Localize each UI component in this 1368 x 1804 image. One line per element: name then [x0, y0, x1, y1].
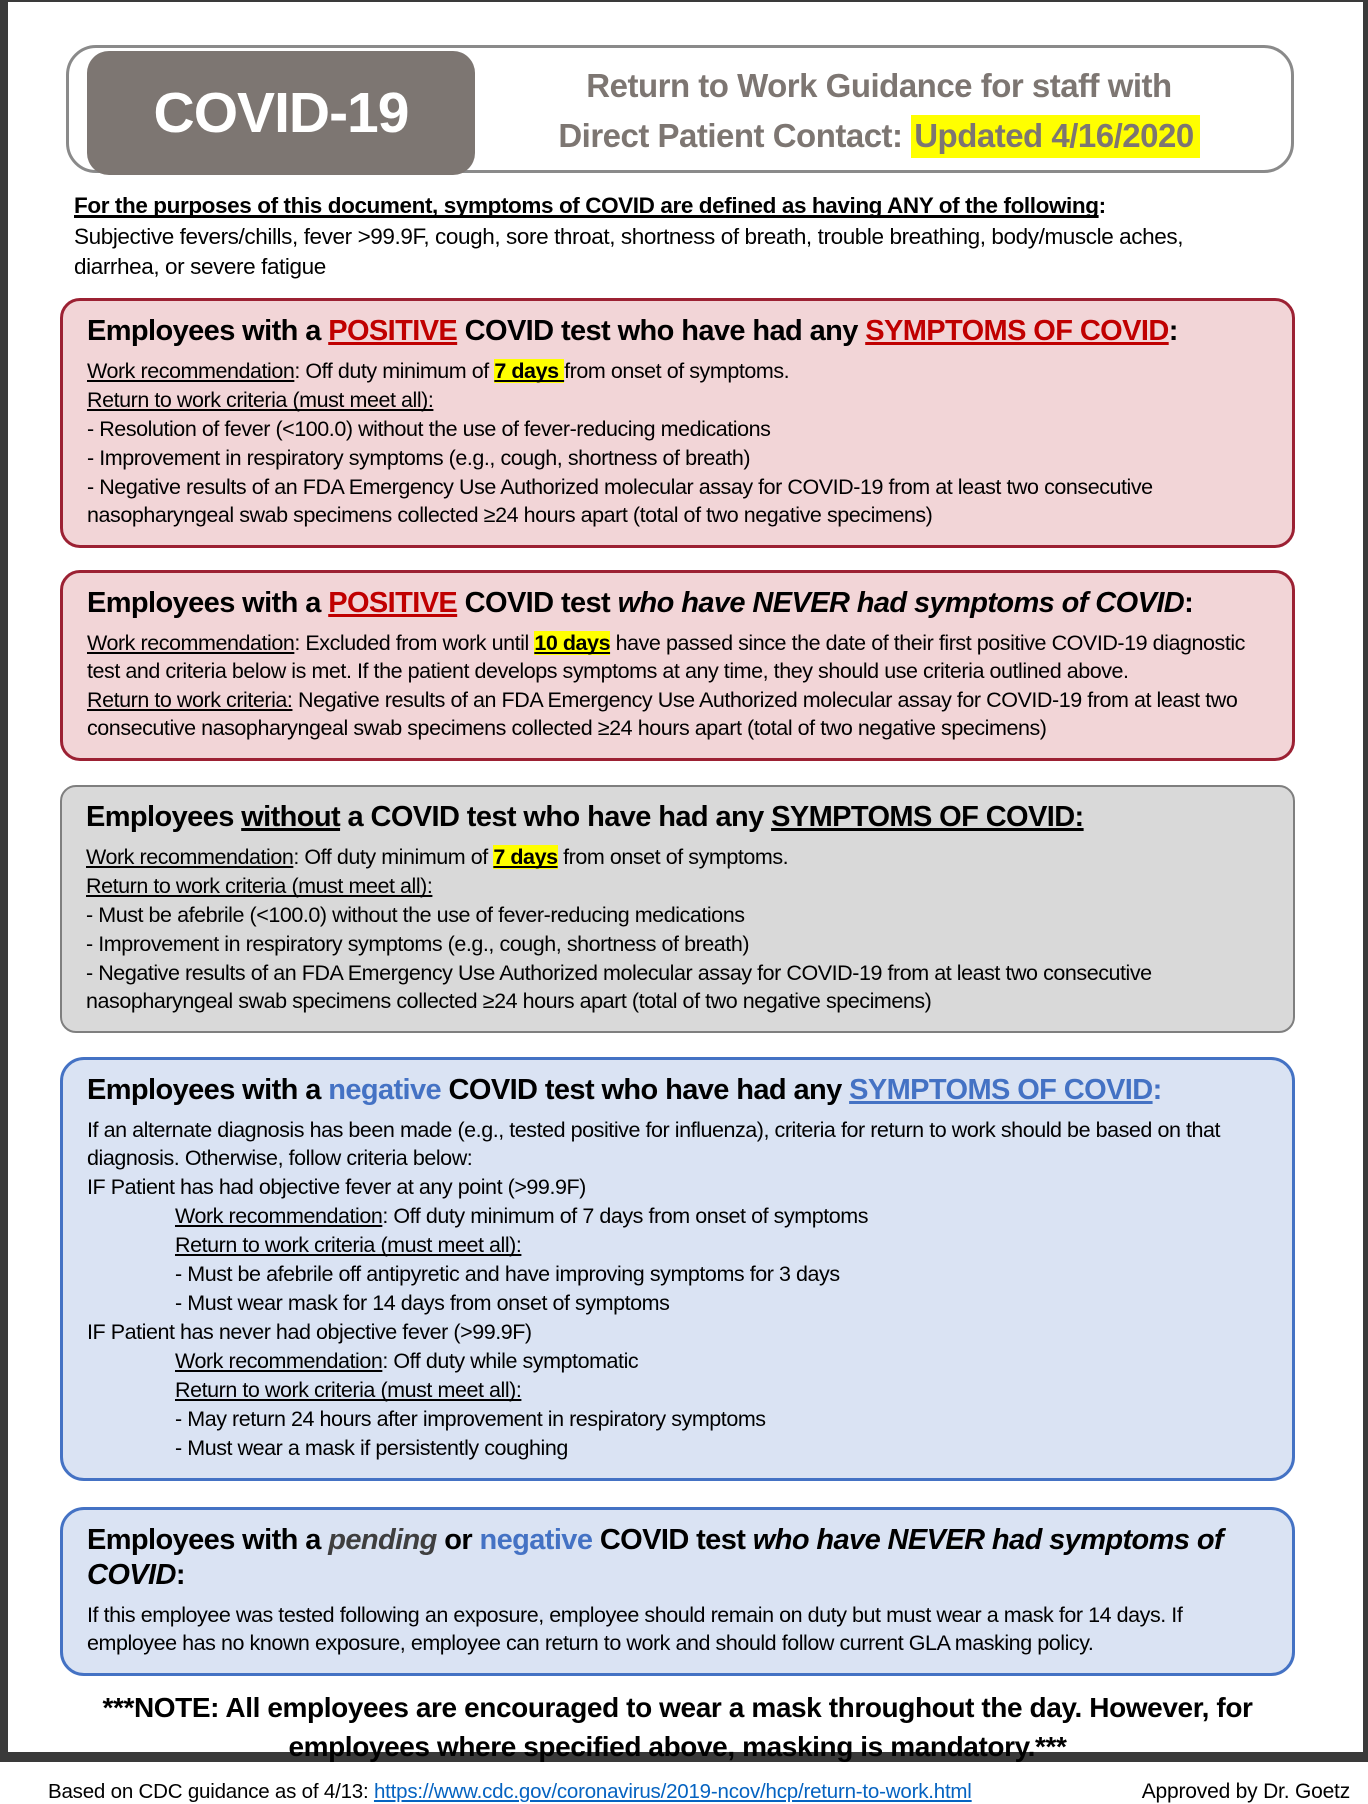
covid-badge-label: COVID-19: [153, 81, 409, 145]
updated-date-highlight: Updated 4/16/2020: [911, 115, 1199, 158]
heading-text: a COVID test who have had any: [340, 800, 772, 833]
work-recommendation-label: Work recommendation: [175, 1348, 383, 1373]
criteria-line: [87, 687, 1270, 743]
covid-badge: [87, 51, 475, 175]
work-recommendation-label: Work recommendation: [86, 845, 294, 870]
work-recommendation-text: from onset of symptoms.: [564, 359, 790, 384]
title-line-2-prefix: Direct Patient Contact:: [558, 117, 912, 154]
keyword-negative: negative: [479, 1523, 593, 1556]
approved-by-text: Approved by Dr. Goetz: [1141, 1780, 1350, 1804]
keyword-without: without: [241, 800, 341, 833]
duration-highlight: 7 days: [493, 845, 558, 870]
section-heading: [86, 800, 1271, 835]
heading-text: Employees with a: [87, 586, 329, 619]
work-recommendation-line: [175, 1348, 1270, 1376]
criteria-bullet: - Must be afebrile (<100.0) without the use of fever-reducing medications: [86, 903, 745, 928]
criteria-label: Return to work criteria:: [87, 688, 293, 713]
criteria-heading-line: [86, 873, 1271, 901]
work-recommendation-text: : Excluded from work until: [294, 631, 535, 656]
criteria-bullet: - May return 24 hours after improvement in respiratory symptoms: [175, 1406, 766, 1431]
heading-text: COVID test: [592, 1523, 753, 1556]
heading-text: or: [436, 1523, 480, 1556]
definition-body: Subjective fevers/chills, fever >99.9F, cough, sore throat, shortness of breath, trouble breathing, body/muscle aches, diarrhea, or severe fatigue: [74, 223, 1184, 279]
heading-text: Employees with a: [87, 1073, 329, 1106]
keyword-positive: POSITIVE: [328, 314, 458, 347]
work-recommendation-text: from onset of symptoms.: [557, 845, 789, 870]
section-body-text: If this employee was tested following an exposure, employee should remain on duty but must wear a mask for 14 days. If employee has no known exposure, employee can return to work and should follow current GLA masking policy.: [87, 1603, 1183, 1656]
criteria-bullet: - Must wear a mask if persistently coughing: [175, 1435, 568, 1460]
keyword-pending: pending: [328, 1523, 437, 1556]
duration-highlight: 10 days: [534, 631, 611, 656]
heading-colon: :: [1168, 314, 1178, 347]
section-positive-never-symptoms: [60, 570, 1295, 761]
work-recommendation-line: [87, 630, 1270, 686]
if-fever-case-label: IF Patient has had objective fever at any point (>99.9F): [87, 1175, 586, 1200]
criteria-bullet: - Negative results of an FDA Emergency Use Authorized molecular assay for COVID-19 from at least two consecutive nasopharyngeal swab specimens collected ≥24 hours apart (total of two negative specimens): [87, 474, 1153, 527]
heading-text: COVID test: [457, 586, 618, 619]
heading-text: Employees with a: [87, 314, 329, 347]
section-heading: [87, 586, 1270, 621]
work-recommendation-text: : Off duty minimum of 7 days from onset of symptoms: [382, 1204, 869, 1229]
definition-lead-colon: :: [1098, 193, 1106, 218]
heading-colon: :: [175, 1558, 185, 1591]
criteria-heading-line: [87, 387, 1270, 415]
section-heading: [87, 314, 1270, 349]
heading-text: Employees with a: [87, 1523, 329, 1556]
section-heading: [87, 1523, 1270, 1594]
keyword-symptoms-of-covid: SYMPTOMS OF COVID:: [771, 800, 1084, 833]
work-recommendation-text: have passed since the date of their first positive COVID-19 diagnostic test and criteria below is met. If the patient develops symptoms at any time, they should use criteria outlined above.: [87, 631, 1245, 684]
section-heading: [87, 1073, 1270, 1108]
footer: [48, 1780, 1350, 1804]
alternate-diagnosis-text: If an alternate diagnosis has been made (e.g., tested positive for influenza), criteria for return to work should be based on that diagnosis. Otherwise, follow criteria below:: [87, 1118, 1221, 1171]
keyword-symptoms-of-covid: SYMPTOMS OF COVID: [865, 314, 1169, 347]
criteria-bullet: - Must be afebrile off antipyretic and have improving symptoms for 3 days: [175, 1261, 840, 1286]
criteria-bullet: - Resolution of fever (<100.0) without the use of fever-reducing medications: [87, 417, 771, 442]
keyword-negative: negative: [328, 1073, 442, 1106]
keyword-symptoms-of-covid: SYMPTOMS OF COVID: [849, 1073, 1153, 1106]
criteria-heading-line: [175, 1232, 1270, 1260]
duration-highlight: 7 days: [494, 359, 565, 384]
content-column: [48, 45, 1350, 1804]
title-line-2: [479, 111, 1279, 161]
header-card: [66, 45, 1294, 173]
cdc-guidance-link[interactable]: https://www.cdc.gov/coronavirus/2019-ncov/hcp/return-to-work.html: [373, 1780, 972, 1804]
heading-colon: :: [1152, 1073, 1162, 1106]
work-recommendation-label: Work recommendation: [175, 1204, 383, 1229]
work-recommendation-line: [87, 358, 1270, 386]
cdc-guidance-line: [48, 1780, 972, 1804]
symptom-definition: [74, 191, 1224, 282]
work-recommendation-text: : Off duty minimum of: [294, 359, 495, 384]
heading-italic-text: who have NEVER had symptoms of COVID: [87, 1523, 1224, 1591]
mask-note: ***NOTE: All employees are encouraged to wear a mask throughout the day. However, for employees where specified above, masking is mandatory.***: [102, 1692, 1253, 1762]
section-negative-with-symptoms: [60, 1057, 1295, 1481]
criteria-label: Return to work criteria (must meet all):: [175, 1377, 522, 1402]
work-recommendation-line: [86, 844, 1271, 872]
definition-lead: For the purposes of this document, symptoms of COVID are defined as having ANY of the following: [74, 193, 1099, 218]
criteria-heading-line: [175, 1377, 1270, 1405]
section-no-test-with-symptoms: [60, 785, 1295, 1033]
criteria-label: Return to work criteria (must meet all):: [175, 1233, 522, 1258]
heading-text: COVID test who have had any: [457, 314, 866, 347]
header-title: [479, 48, 1279, 170]
section-pending-negative-never-symptoms: [60, 1507, 1295, 1677]
work-recommendation-line: [175, 1203, 1270, 1231]
heading-italic-text: who have NEVER had symptoms of COVID: [617, 586, 1185, 619]
definition-lead-line: [74, 191, 1224, 221]
work-recommendation-text: : Off duty minimum of: [293, 845, 494, 870]
criteria-bullet: - Negative results of an FDA Emergency Use Authorized molecular assay for COVID-19 from at least two consecutive nasopharyngeal swab specimens collected ≥24 hours apart (total of two negative specimens): [86, 961, 1152, 1013]
heading-colon: :: [1184, 586, 1194, 619]
criteria-bullet: - Improvement in respiratory symptoms (e.g., cough, shortness of breath): [86, 932, 750, 957]
criteria-label: Return to work criteria (must meet all):: [87, 388, 434, 413]
work-recommendation-text: : Off duty while symptomatic: [382, 1348, 639, 1373]
cdc-guidance-prefix: Based on CDC guidance as of 4/13:: [48, 1780, 374, 1804]
heading-text: COVID test who have had any: [441, 1073, 850, 1106]
criteria-bullet: - Must wear mask for 14 days from onset of symptoms: [175, 1290, 670, 1315]
criteria-label: Return to work criteria (must meet all):: [86, 874, 433, 899]
heading-text: Employees: [86, 800, 242, 833]
work-recommendation-label: Work recommendation: [87, 359, 295, 384]
title-line-1: Return to Work Guidance for staff with: [586, 66, 1172, 104]
keyword-positive: POSITIVE: [328, 586, 458, 619]
criteria-bullet: - Improvement in respiratory symptoms (e.g., cough, shortness of breath): [87, 445, 751, 470]
section-positive-with-symptoms: [60, 298, 1295, 548]
criteria-text: Negative results of an FDA Emergency Use Authorized molecular assay for COVID-19 from at least two consecutive nasopharyngeal swab specimens collected ≥24 hours apart (total of two negative specimens): [87, 688, 1238, 740]
if-no-fever-case-label: IF Patient has never had objective fever (>99.9F): [87, 1319, 532, 1344]
work-recommendation-label: Work recommendation: [87, 631, 295, 656]
